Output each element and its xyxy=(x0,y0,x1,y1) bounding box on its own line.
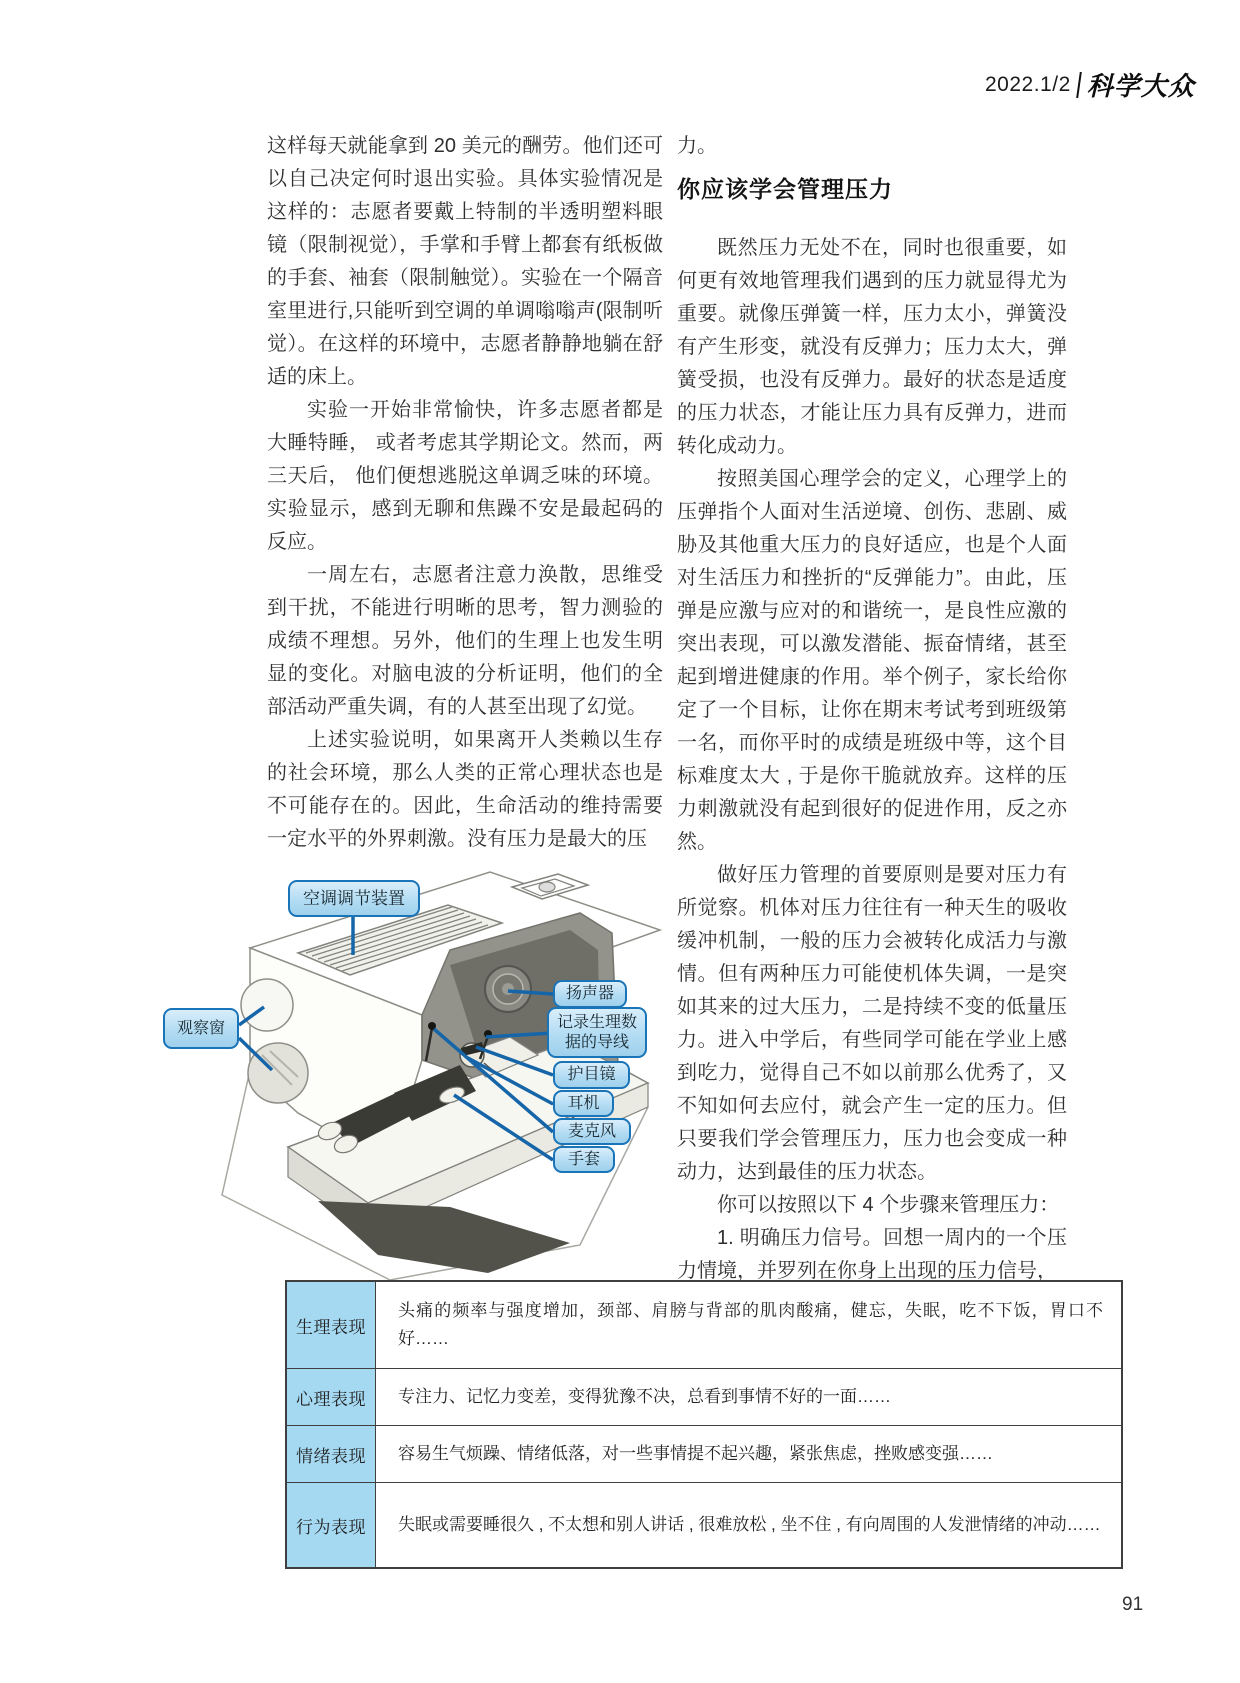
speaker-drawing xyxy=(485,966,531,1012)
table-row xyxy=(287,1282,1121,1368)
observation-window-drawing xyxy=(248,1043,308,1103)
diagram-label-goggles: 护目镜 xyxy=(553,1061,630,1089)
page-header xyxy=(985,66,1195,103)
table-row xyxy=(287,1482,1121,1567)
paragraph: 你可以按照以下 4 个步骤来管理压力： xyxy=(717,1194,1060,1216)
table-row xyxy=(287,1425,1121,1482)
paragraph: 既然压力无处不在，同时也很重要，如何更有效地管理我们遇到的压力就显得尤为重要。就像压弹簧一样，压力太小，弹簧没有产生形变，就没有反弹力；压力太大，弹簧受损，也没有反弹力。最好的状态是适度的压力状态，才能让压力具有反弹力，进而转化成动力。 xyxy=(677,237,1067,457)
isolation-chamber-diagram xyxy=(150,855,670,1285)
row-content: 专注力、记忆力变差，变得犹豫不决，总看到事情不好的一面…… xyxy=(398,1387,891,1406)
paragraph: 实验一开始非常愉快，许多志愿者都是大睡特睡， 或者考虑其学期论文。然而，两三天后， 他们便想逃脱这单调乏味的环境。实验显示，感到无聊和焦躁不安是最起码的反应。 xyxy=(267,399,663,553)
paragraph: 上述实验说明，如果离开人类赖以生存的社会环境，那么人类的正常心理状态也是不可能存在的。因此，生命活动的维持需要一定水平的外界刺激。没有压力是最大的压 xyxy=(267,729,663,850)
diagram-label-ac-unit: 空调调节装置 xyxy=(288,880,420,917)
observation-window-drawing xyxy=(241,979,293,1031)
right-column xyxy=(677,130,1067,1288)
diagram-label-observation-window: 观察窗 xyxy=(163,1008,239,1049)
row-content: 头痛的频率与强度增加，颈部、肩膀与背部的肌肉酸痛，健忘，失眠，吃不下饭，胃口不好…… xyxy=(398,1301,1103,1348)
row-content: 失眠或需要睡很久 , 不太想和别人讲话 , 很难放松 , 坐不住 , 有向周围的人发泄情绪的冲动…… xyxy=(398,1515,1101,1534)
stress-signals-table xyxy=(285,1280,1123,1569)
issue-date: 2022.1/2 xyxy=(985,72,1071,96)
diagram-label-headphones: 耳机 xyxy=(553,1090,614,1117)
row-label-psychological: 心理表现 xyxy=(287,1369,376,1425)
table-row xyxy=(287,1368,1121,1425)
magazine-logo: 科学大众 xyxy=(1086,72,1195,102)
paragraph: 按照美国心理学会的定义，心理学上的压弹指个人面对生活逆境、创伤、悲剧、威胁及其他重大压力的良好适应，也是个人面对生活压力和挫折的“反弹能力”。由此，压弹是应激与应对的和谐统一，是良性应激的突出表现，可以激发潜能、振奋情绪，甚至起到增进健康的作用。举个例子，家长给你定了一个目标，让你在期末考试考到班级第一名，而你平时的成绩是班级中等，这个目标难度太大 , 于是你干脆就放弃。这样的压力刺激就没有起到很好的促进作用，反之亦然。 xyxy=(677,468,1067,853)
row-label-behavioral: 行为表现 xyxy=(287,1483,376,1567)
paragraph: 力。 xyxy=(677,135,717,157)
paragraph: 1. 明确压力信号。回想一周内的一个压力情境，并罗列在你身上出现的压力信号， xyxy=(677,1227,1067,1282)
header-divider xyxy=(1076,72,1082,98)
row-label-emotional: 情绪表现 xyxy=(287,1426,376,1482)
diagram-label-physio-wires: 记录生理数据的导线 xyxy=(547,1007,647,1058)
diagram-label-gloves: 手套 xyxy=(553,1146,615,1173)
page-number: 91 xyxy=(1122,1594,1144,1615)
diagram-label-speaker: 扬声器 xyxy=(553,980,627,1008)
paragraph: 做好压力管理的首要原则是要对压力有所觉察。机体对压力往往有一种天生的吸收缓冲机制，一般的压力会被转化成活力与激情。但有两种压力可能使机体失调，一是突如其来的过大压力，二是持续不变的低量压力。进入中学后，有些同学可能在学业上感到吃力，觉得自己不如以前那么优秀了，又不知如何去应付，就会产生一定的压力。但只要我们学会管理压力，压力也会变成一种动力，达到最佳的压力状态。 xyxy=(677,864,1067,1183)
paragraph: 一周左右，志愿者注意力涣散，思维受到干扰，不能进行明晰的思考，智力测验的成绩不理想。另外，他们的生理上也发生明显的变化。对脑电波的分析证明，他们的全部活动严重失调，有的人甚至出现了幻觉。 xyxy=(267,564,663,718)
row-label-physiological: 生理表现 xyxy=(287,1282,376,1368)
left-column xyxy=(267,130,663,856)
section-heading: 你应该学会管理压力 xyxy=(677,176,893,202)
paragraph: 这样每天就能拿到 20 美元的酬劳。他们还可以自己决定何时退出实验。具体实验情况是这样的：志愿者要戴上特制的半透明塑料眼镜（限制视觉），手掌和手臂上都套有纸板做的手套、袖套（限制触觉）。实验在一个隔音室里进行,只能听到空调的单调嗡嗡声(限制听觉）。在这样的环境中，志愿者静静地躺在舒适的床上。 xyxy=(267,135,663,388)
diagram-label-microphone: 麦克风 xyxy=(553,1118,631,1145)
row-content: 容易生气烦躁、情绪低落，对一些事情提不起兴趣，紧张焦虑，挫败感变强…… xyxy=(398,1444,993,1463)
